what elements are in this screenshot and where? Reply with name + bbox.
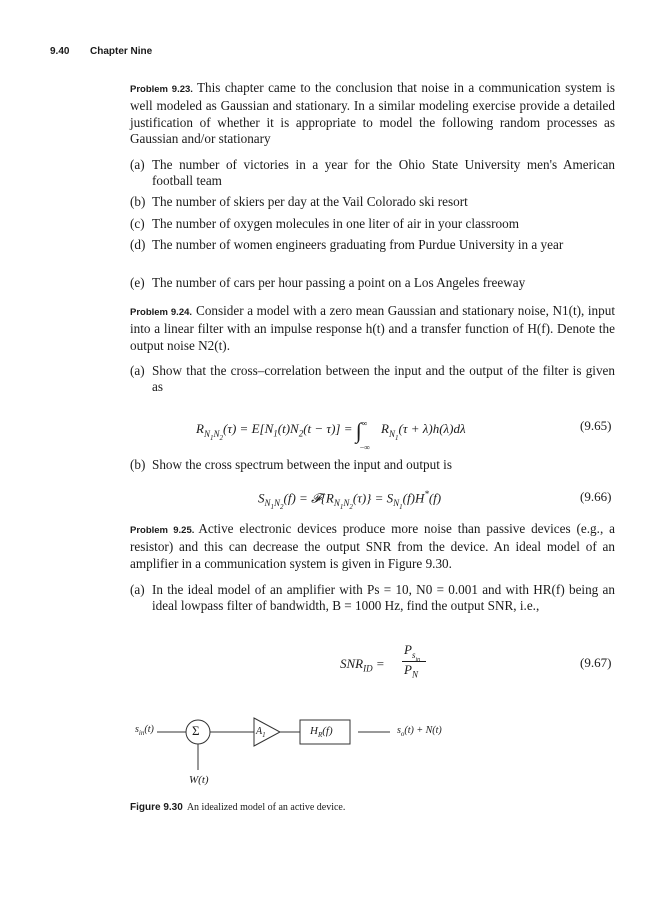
list-item-label: (b) [130, 457, 146, 472]
list-item-text: In the ideal model of an amplifier with Ps = 10, N0 = 0.001 and with HR(f) being an ideal lowpass filter of bandwidth, B = 1000 Hz, find the output SNR, i.e., [152, 582, 615, 614]
list-item-label: (d) [130, 237, 146, 252]
problem-9-25-label: Problem 9.25. [130, 525, 195, 536]
list-item-text: The number of victories in a year for the Ohio State University men's American football team [152, 157, 615, 189]
problem-9-23-label: Problem 9.23. [130, 84, 193, 95]
list-item-label: (e) [130, 275, 145, 290]
chapter-title: Chapter Nine [90, 46, 153, 57]
equation-number: (9.66) [580, 489, 612, 504]
page-number: 9.40 [50, 46, 70, 57]
list-item-label: (c) [130, 216, 145, 231]
equation-number: (9.65) [580, 418, 612, 433]
list-item-label: (a) [130, 363, 145, 378]
figure-caption-text: An idealized model of an active device. [186, 802, 346, 813]
list-item-text: The number of oxygen molecules in one liter of air in your classroom [152, 216, 519, 231]
list-item-text: The number of cars per hour passing a point on a Los Angeles freeway [152, 275, 526, 290]
problem-9-24-text: Consider a model with a zero mean Gaussian and stationary noise, N1(t), input into a linear filter with an impulse response h(t) and a transfer function of H(f). Denote the output noise N2(t). [130, 303, 615, 353]
list-item-text: The number of women engineers graduating from Purdue University in a year [152, 237, 564, 252]
filter-label: $H_R(f)$ [310, 725, 333, 740]
list-item-label: (a) [130, 582, 145, 597]
equation-9-66: $S_{N_1N_2}(f)$ = $𝓕\{R_{N_1N_2}(\tau)\} = S_{N_1}(f)H^*(f)$ [258, 489, 442, 511]
input-signal-label: $s_{in}(t)$ [135, 724, 154, 737]
equation-9-67: $SNR_{ID}$ = $P_{s_{in}}$ $P_N$ [340, 642, 440, 682]
equation-9-65: $R_{N_1N_2}(\tau) = E[N_1(t)N_2(t - \tau)]$ = ∫ ∞ −∞ $R_{N_1}(\tau + \lambda)h(\lambda)d\lambda$ [196, 418, 466, 452]
figure-caption [130, 797, 345, 815]
list-item-text: Show that the cross–correlation between the input and the output of the filter is given as [152, 363, 615, 395]
list-item-label: (b) [130, 194, 146, 209]
figure-caption-label: Figure 9.30 [130, 802, 183, 813]
sigma-symbol: Σ [192, 723, 200, 738]
list-item-label: (a) [130, 157, 145, 172]
list-item-text: Show the cross spectrum between the input and output is [152, 457, 452, 472]
problem-9-24-label: Problem 9.24. [130, 307, 193, 318]
equation-number: (9.67) [580, 655, 612, 670]
problem-9-23-text: This chapter came to the conclusion that noise in a communication system is well modeled as Gaussian and stationary. In a similar modeling exercise provide a detailed justification of whether it is appropriate to model the following random processes as Gaussian and/or stationary [130, 80, 616, 147]
problem-9-25-text: Active electronic devices produce more noise than passive devices (e.g., a resistor) and this can decrease the output SNR from the device. An ideal model of an amplifier in a communication system is given in Figure 9.30. [130, 521, 615, 571]
output-signal-label: $s_o(t) + N(t)$ [397, 725, 442, 738]
list-item-text: The number of skiers per day at the Vail Colorado ski resort [152, 194, 468, 209]
gain-label: $A_1$ [256, 726, 266, 739]
noise-input-label: W(t) [189, 774, 209, 786]
